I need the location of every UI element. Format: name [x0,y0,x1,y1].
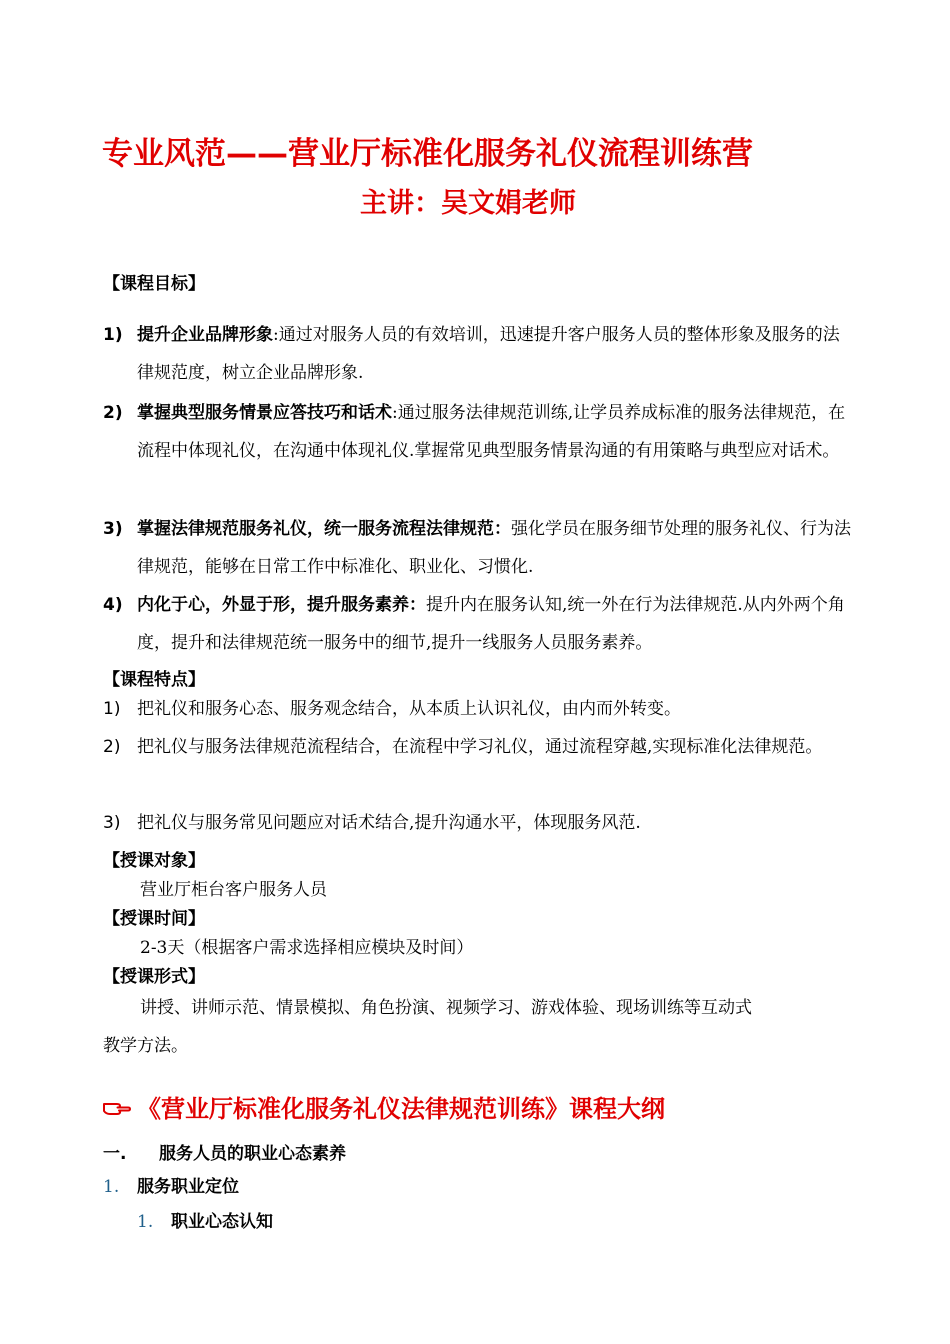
objective-text: :通过对服务人员的有效培训，迅速提升客户服务人员的整体形象及服务的法律规范度，树立企业品牌形象. [137,325,840,383]
feature-text: 把礼仪和服务心态、服务观念结合，从本质上认识礼仪，由内而外转变。 [137,699,681,719]
outline-subsection-1 [103,1173,239,1201]
objective-text: :通过服务法律规范训练,让学员养成标准的服务法律规范，在流程中体现礼仪，在沟通中体现礼仪.掌握常见典型服务情景沟通的有用策略与典型应对话术。 [137,403,846,461]
objective-bold: 掌握法律规范服务礼仪，统一服务流程法律规范： [137,519,511,539]
list-number: 2) [103,737,121,757]
list-number: 1) [103,325,123,345]
subsection-number: 1. [103,1177,120,1197]
outline-subsubsection-1 [137,1208,273,1236]
features-heading: 【课程特点】 [103,670,205,690]
list-number: 3) [103,519,123,539]
list-number: 3) [103,813,121,833]
feature-item-2 [103,728,853,766]
subsubsection-number: 1. [137,1212,154,1232]
feature-item-3 [103,804,853,842]
outline-section-1 [103,1140,346,1168]
objective-bold: 提升企业品牌形象 [137,325,273,345]
feature-item-1 [103,690,853,728]
subsubsection-title: 职业心态认知 [171,1212,273,1232]
format-heading: 【授课形式】 [103,967,205,987]
objective-item-1 [103,316,853,392]
section-title: 服务人员的职业心态素养 [159,1144,346,1164]
objective-item-3 [103,510,853,586]
pointing-hand-icon [103,1092,137,1126]
objective-bold: 内化于心，外显于形，提升服务素养： [137,595,426,615]
format-text-line2: 教学方法。 [103,1036,188,1056]
list-number: 4) [103,595,123,615]
objective-text: 提升内在服务认知,统一外在行为法律规范.从内外两个角度，提升和法律规范统一服务中的细节,提升一线服务人员服务素养。 [137,595,845,653]
outline-title [103,1092,863,1126]
section-number: 一. [103,1144,127,1164]
document-title: 专业风范——营业厅标准化服务礼仪流程训练营 [102,136,753,172]
subsection-title: 服务职业定位 [137,1177,239,1197]
objectives-heading: 【课程目标】 [103,274,205,294]
objective-bold: 掌握典型服务情景应答技巧和话术 [137,403,392,423]
audience-heading: 【授课对象】 [103,851,205,871]
feature-text: 把礼仪与服务常见问题应对话术结合,提升沟通水平，体现服务风范. [137,813,641,833]
feature-text: 把礼仪与服务法律规范流程结合，在流程中学习礼仪，通过流程穿越,实现标准化法律规范。 [137,737,823,757]
objective-item-2 [103,394,853,470]
duration-heading: 【授课时间】 [103,909,205,929]
audience-text: 营业厅柜台客户服务人员 [140,880,327,900]
lecturer-line: 主讲：吴文娟老师 [360,188,576,219]
list-number: 2) [103,403,123,423]
format-text-line1: 讲授、讲师示范、情景模拟、角色扮演、视频学习、游戏体验、现场训练等互动式 [140,998,752,1018]
outline-title-text: 《营业厅标准化服务礼仪法律规范训练》课程大纲 [137,1095,665,1123]
duration-text: 2-3天（根据客户需求选择相应模块及时间） [140,938,474,958]
list-number: 1) [103,699,121,719]
objective-text: 强化学员在服务细节处理的服务礼仪、行为法律规范，能够在日常工作中标准化、职业化、习惯化. [137,519,851,577]
objective-item-4 [103,586,853,662]
